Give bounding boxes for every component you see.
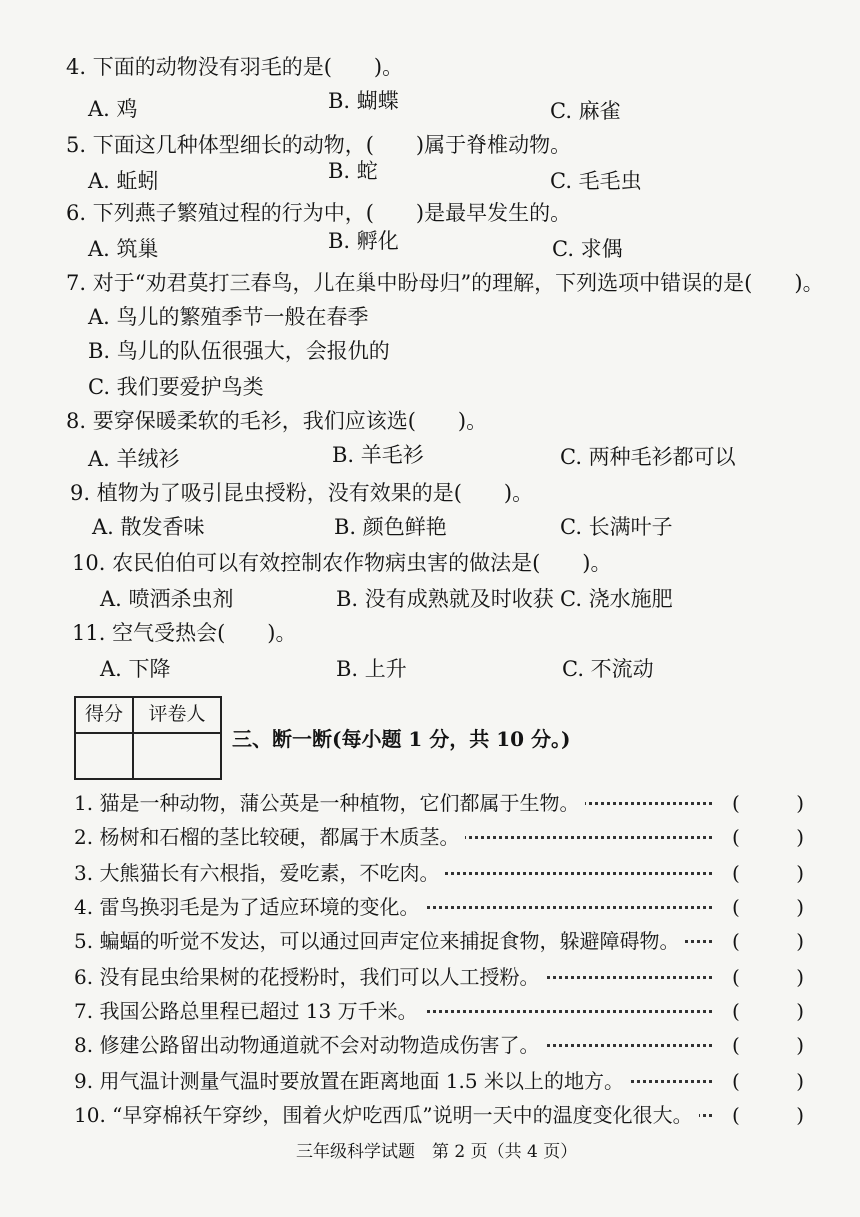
judge-item-text: 1. 猫是一种动物，蒲公英是一种植物，它们都属于生物。 xyxy=(74,788,585,818)
judge-item-text: 2. 杨树和石榴的茎比较硬，都属于木质茎。 xyxy=(74,822,465,852)
question-8-option-a: A. 羊绒衫 xyxy=(88,447,180,471)
question-5-option-c: C. 毛毛虫 xyxy=(550,169,642,193)
question-8-stem: 8. 要穿保暖柔软的毛衫，我们应该选( )。 xyxy=(66,409,488,433)
judge-item-6: 6. 没有昆虫给果树的花授粉时，我们可以人工授粉。 ( ) xyxy=(74,962,804,992)
question-5-option-b: B. 蛇 xyxy=(328,159,378,183)
question-8-option-c: C. 两种毛衫都可以 xyxy=(560,445,736,469)
question-6-option-a: A. 筑巢 xyxy=(88,237,159,261)
judge-item-4: 4. 雷鸟换羽毛是为了适应环境的变化。 ( ) xyxy=(74,892,804,922)
judge-item-3: 3. 大熊猫长有六根指，爱吃素，不吃肉。 ( ) xyxy=(74,858,804,888)
question-8-option-b: B. 羊毛衫 xyxy=(332,443,424,467)
judge-item-text: 4. 雷鸟换羽毛是为了适应环境的变化。 xyxy=(74,892,425,922)
question-9-option-c: C. 长满叶子 xyxy=(560,515,673,539)
question-4-option-a: A. 鸡 xyxy=(88,97,138,121)
question-6-option-b: B. 孵化 xyxy=(328,229,399,253)
grader-label: 评卷人 xyxy=(148,703,206,725)
question-11-option-a: A. 下降 xyxy=(100,657,171,681)
section-3-title: 三、断一断(每小题 1 分，共 10 分。) xyxy=(232,727,571,751)
judge-item-text: 6. 没有昆虫给果树的花授粉时，我们可以人工授粉。 xyxy=(74,962,545,992)
judge-item-9: 9. 用气温计测量气温时要放置在距离地面 1.5 米以上的地方。 ( ) xyxy=(74,1066,804,1096)
judge-item-text: 5. 蝙蝠的听觉不发达，可以通过回声定位来捕捉食物，躲避障碍物。 xyxy=(74,926,685,956)
question-11-option-b: B. 上升 xyxy=(336,657,407,681)
question-7-option-c: C. 我们要爱护鸟类 xyxy=(88,375,264,399)
judge-item-1: 1. 猫是一种动物，蒲公英是一种植物，它们都属于生物。 ( ) xyxy=(74,788,804,818)
question-5-stem: 5. 下面这几种体型细长的动物，( )属于脊椎动物。 xyxy=(66,133,572,157)
judge-item-10: 10. “早穿棉袄午穿纱，围着火炉吃西瓜”说明一天中的温度变化很大。 ( ) xyxy=(74,1100,804,1130)
judge-item-text: 8. 修建公路留出动物通道就不会对动物造成伤害了。 xyxy=(74,1030,545,1060)
score-label: 得分 xyxy=(84,703,123,725)
question-10-option-b: B. 没有成熟就及时收获 xyxy=(336,587,554,611)
question-6-stem: 6. 下列燕子繁殖过程的行为中，( )是最早发生的。 xyxy=(66,201,572,225)
question-7-option-a: A. 鸟儿的繁殖季节一般在春季 xyxy=(88,305,369,329)
question-4-option-c: C. 麻雀 xyxy=(550,99,621,123)
page-footer: 三年级科学试题 第 2 页（共 4 页） xyxy=(296,1142,578,1162)
question-9-option-b: B. 颜色鲜艳 xyxy=(334,515,447,539)
question-7-option-b: B. 鸟儿的队伍很强大，会报仇的 xyxy=(88,339,390,363)
judge-item-text: 7. 我国公路总里程已超过 13 万千米。 xyxy=(74,996,424,1026)
question-10-option-a: A. 喷洒杀虫剂 xyxy=(100,587,234,611)
question-4-stem: 4. 下面的动物没有羽毛的是( )。 xyxy=(66,55,404,79)
question-7-stem: 7. 对于“劝君莫打三春鸟，儿在巢中盼母归”的理解，下列选项中错误的是( )。 xyxy=(66,271,824,295)
question-10-option-c: C. 浇水施肥 xyxy=(560,587,673,611)
question-10-stem: 10. 农民伯伯可以有效控制农作物病虫害的做法是( )。 xyxy=(72,551,612,575)
question-11-stem: 11. 空气受热会( )。 xyxy=(72,621,297,645)
score-box xyxy=(74,696,222,780)
judge-item-2: 2. 杨树和石榴的茎比较硬，都属于木质茎。 ( ) xyxy=(74,822,804,852)
judge-item-8: 8. 修建公路留出动物通道就不会对动物造成伤害了。 ( ) xyxy=(74,1030,804,1060)
judge-item-text: 10. “早穿棉袄午穿纱，围着火炉吃西瓜”说明一天中的温度变化很大。 xyxy=(74,1100,699,1130)
judge-item-7: 7. 我国公路总里程已超过 13 万千米。 ( ) xyxy=(74,996,804,1026)
question-9-option-a: A. 散发香味 xyxy=(92,515,205,539)
grader-input-cell[interactable] xyxy=(134,734,220,776)
judge-item-text: 9. 用气温计测量气温时要放置在距离地面 1.5 米以上的地方。 xyxy=(74,1066,630,1096)
score-input-cell[interactable] xyxy=(76,734,132,776)
question-5-option-a: A. 蚯蚓 xyxy=(88,169,159,193)
question-6-option-c: C. 求偶 xyxy=(552,237,623,261)
question-11-option-c: C. 不流动 xyxy=(562,657,654,681)
judge-item-text: 3. 大熊猫长有六根指，爱吃素，不吃肉。 xyxy=(74,858,445,888)
judge-item-5: 5. 蝙蝠的听觉不发达，可以通过回声定位来捕捉食物，躲避障碍物。 ( ) xyxy=(74,926,804,956)
question-4-option-b: B. 蝴蝶 xyxy=(328,89,399,113)
question-9-stem: 9. 植物为了吸引昆虫授粉，没有效果的是( )。 xyxy=(70,481,534,505)
